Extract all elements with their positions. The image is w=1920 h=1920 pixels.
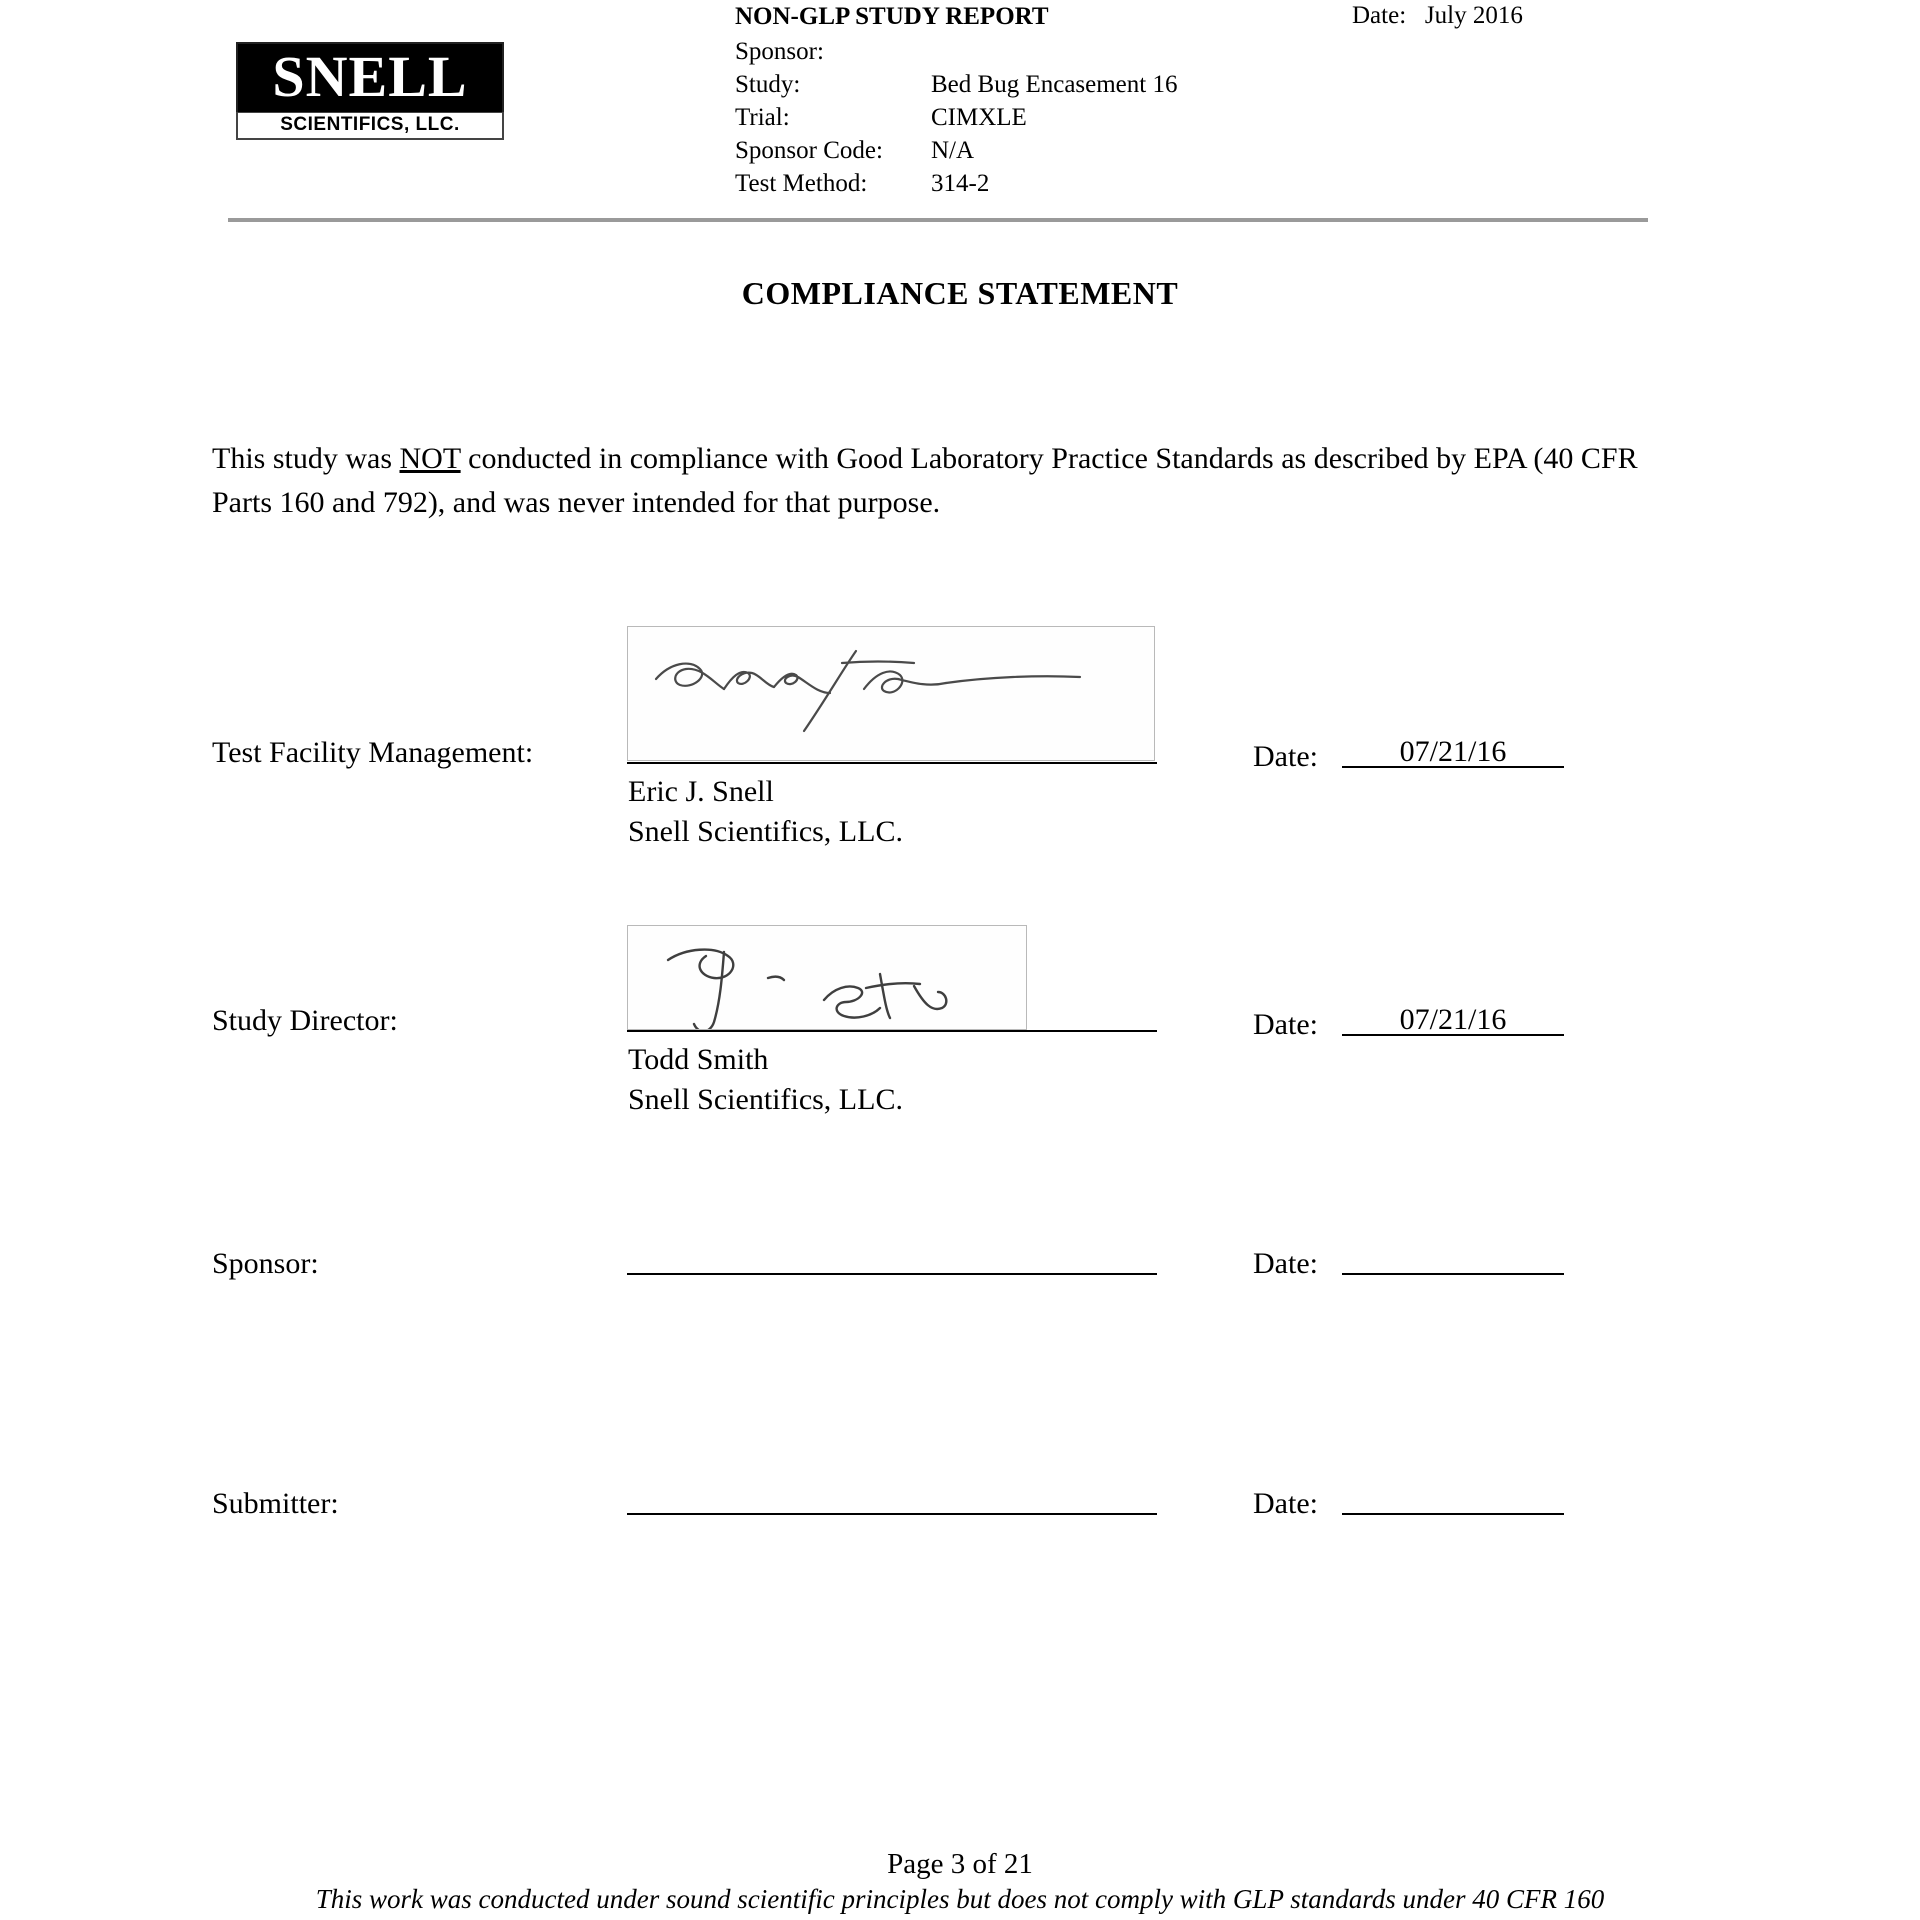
page-title: COMPLIANCE STATEMENT <box>741 275 1179 311</box>
footer-disclaimer: This work was conducted under sound scientific principles but does not comply with GLP standards under 40 CFR 160 <box>315 1884 1605 1914</box>
field-label: Trial: <box>735 104 790 131</box>
date-value-1: 07/21/16 <box>1399 735 1507 768</box>
signature-label-test-facility-management: Test Facility Management: <box>212 736 534 769</box>
signature-label-submitter: Submitter: <box>212 1487 339 1520</box>
field-label: Test Method: <box>735 170 868 197</box>
date-line-3[interactable] <box>1342 1273 1564 1275</box>
signature-image-eric-snell <box>627 626 1155 761</box>
date-label-3: Date: <box>1253 1247 1318 1280</box>
signature-line-study-director <box>627 1030 1157 1032</box>
report-type-title: NON-GLP STUDY REPORT <box>735 3 1049 30</box>
header-field-sponsor <box>735 35 1177 68</box>
paragraph-text-end: conducted in compliance with Good Laboratory Practice Standards as described by EPA (40 CFR Parts 160 and 792), and was never intended for that purpose. <box>212 442 1638 519</box>
signer-organization: Snell Scientifics, LLC. <box>628 815 903 848</box>
header-field-trial <box>735 101 1177 134</box>
header-date-value: July 2016 <box>1424 2 1523 29</box>
field-label: Sponsor: <box>735 38 824 65</box>
date-label-4: Date: <box>1253 1487 1318 1520</box>
field-label: Study: <box>735 71 801 98</box>
header-field-study <box>735 68 1177 101</box>
logo-wordmark: SNELL <box>236 42 504 112</box>
logo-subtext: SCIENTIFICS, LLC. <box>236 112 504 140</box>
signature-line-test-facility-management <box>627 762 1157 764</box>
signature-name-block-2 <box>628 1040 903 1120</box>
header-divider <box>228 218 1648 222</box>
signature-label-study-director: Study Director: <box>212 1004 398 1037</box>
signer-name: Eric J. Snell <box>628 775 774 808</box>
header-meta-block <box>735 0 1177 200</box>
paragraph-text-start: This study was <box>212 442 400 475</box>
date-label-1: Date: <box>1253 740 1318 773</box>
signer-name: Todd Smith <box>628 1043 769 1076</box>
document-header <box>0 0 1920 215</box>
signer-organization: Snell Scientifics, LLC. <box>628 1083 903 1116</box>
field-value: Bed Bug Encasement 16 <box>931 71 1178 98</box>
signature-name-block-1 <box>628 772 903 852</box>
field-value: N/A <box>931 137 975 164</box>
footer-page-number: Page 3 of 21 <box>887 1848 1033 1880</box>
field-value: 314-2 <box>931 170 990 197</box>
signature-line-sponsor[interactable] <box>627 1273 1157 1275</box>
signature-line-submitter[interactable] <box>627 1513 1157 1515</box>
date-line-4[interactable] <box>1342 1513 1564 1515</box>
company-logo <box>236 42 504 140</box>
signature-image-todd-smith <box>627 925 1027 1030</box>
header-field-test-method <box>735 167 1177 200</box>
compliance-paragraph <box>212 437 1672 525</box>
header-field-sponsor-code <box>735 134 1177 167</box>
field-value: CIMXLE <box>931 104 1027 131</box>
header-date-label: Date: <box>1352 2 1407 29</box>
signature-label-sponsor: Sponsor: <box>212 1247 319 1280</box>
field-label: Sponsor Code: <box>735 137 883 164</box>
date-label-2: Date: <box>1253 1008 1318 1041</box>
paragraph-emphasis-not: NOT <box>399 442 461 475</box>
date-value-2: 07/21/16 <box>1399 1003 1507 1036</box>
header-date <box>1352 2 1523 30</box>
